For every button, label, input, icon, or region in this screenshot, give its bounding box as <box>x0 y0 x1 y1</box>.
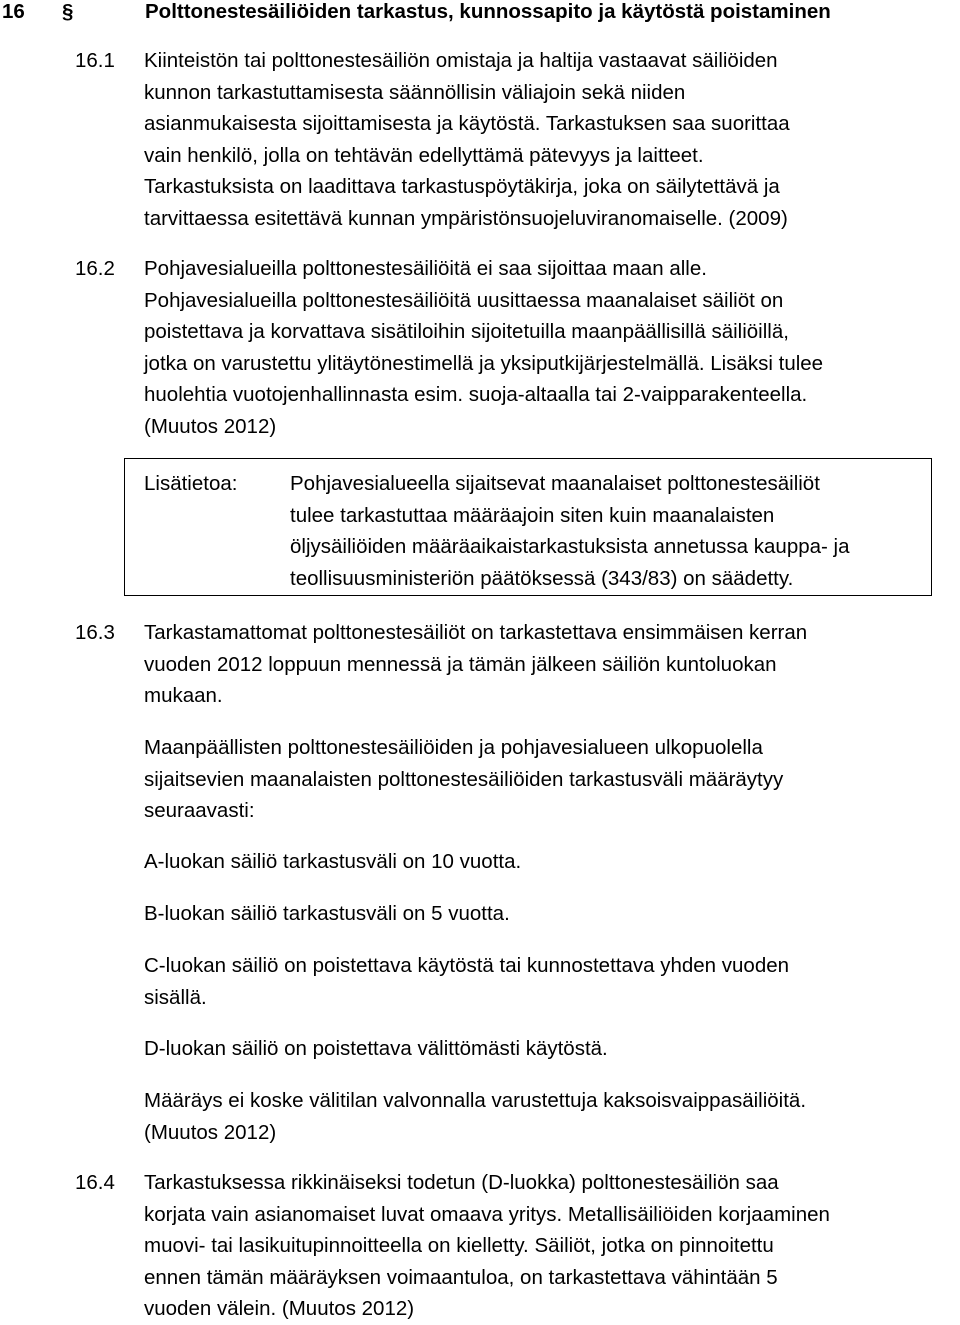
text-line: vuoden välein. (Muutos 2012) <box>144 1297 415 1320</box>
text-line: sisällä. <box>144 985 207 1009</box>
text-line: A-luokan säiliö tarkastusväli on 10 vuotta. <box>144 850 522 873</box>
text-line: sijaitsevien maanalaisten polttonestesäiliöiden tarkastusväli määräytyy <box>144 767 784 791</box>
text-line: B-luokan säiliö tarkastusväli on 5 vuotta. <box>144 902 510 925</box>
text-line: kunnon tarkastuttamisesta säännöllisin väliajoin sekä niiden <box>144 80 686 104</box>
text-line: Maanpäällisten polttonestesäiliöiden ja pohjavesialueen ulkopuolella <box>144 736 763 759</box>
text-line: poistettava ja korvattava sisätiloihin sijoitetuilla maanpäällisillä säiliöillä, <box>144 320 789 343</box>
text-line: Pohjavesialueella sijaitsevat maanalaiset polttonestesäiliöt <box>290 472 820 495</box>
section-number: 16.1 <box>75 49 115 72</box>
text-line: Tarkastamattomat polttonestesäiliöt on tarkastettava ensimmäisen kerran <box>144 621 808 644</box>
section-text <box>144 253 956 442</box>
class-b-paragraph <box>144 898 956 930</box>
text-line: tarvittaessa esitettävä kunnan ympäristönsuojeluviranomaiselle. (2009) <box>144 206 788 230</box>
class-a-paragraph <box>144 846 956 878</box>
text-line: Määräys ei koske välitilan valvonnalla varustettuja kaksoisvaippasäiliöitä. <box>144 1089 807 1112</box>
section-number: 16.2 <box>75 257 115 280</box>
text-line: (Muutos 2012) <box>144 1120 277 1144</box>
text-line: Tarkastuksessa rikkinäiseksi todetun (D-luokka) polttonestesäiliön saa <box>144 1171 779 1194</box>
text-line: öljysäiliöiden määräaikaistarkastuksista annetussa kauppa- ja <box>290 535 850 558</box>
text-line: seuraavasti: <box>144 799 255 822</box>
class-d-paragraph <box>144 1033 956 1065</box>
info-box <box>124 458 932 596</box>
section-symbol: § <box>62 0 74 23</box>
text-line: huolehtia vuotojenhallinnasta esim. suoja-altaalla tai 2-vaipparakenteella. <box>144 383 808 406</box>
text-line: Tarkastuksista on laadittava tarkastuspöytäkirja, joka on säilytettävä ja <box>144 175 780 198</box>
text-line: Kiinteistön tai polttonestesäiliön omistaja ja haltija vastaavat säiliöiden <box>144 49 778 72</box>
info-text <box>290 468 930 594</box>
section-number: 16.4 <box>75 1171 115 1194</box>
text-line: teollisuusministeriön päätöksessä (343/83) on säädetty. <box>290 566 794 590</box>
text-line: Pohjavesialueilla polttonestesäiliöitä uusittaessa maanalaiset säiliöt on <box>144 288 784 312</box>
text-line: Pohjavesialueilla polttonestesäiliöitä ei saa sijoittaa maan alle. <box>144 257 707 280</box>
text-line: muovi- tai lasikuitupinnoitteella on kielletty. Säiliöt, jotka on pinnoitettu <box>144 1234 774 1257</box>
text-line: vuoden 2012 loppuun mennessä ja tämän jälkeen säiliön kuntoluokan <box>144 652 777 676</box>
text-line: korjata vain asianomaiset luvat omaava yritys. Metallisäiliöiden korjaaminen <box>144 1202 830 1226</box>
text-line: jotka on varustettu ylitäytönestimellä ja yksiputkijärjestelmällä. Lisäksi tulee <box>144 351 824 375</box>
class-c-paragraph <box>144 950 956 1013</box>
section-text <box>144 617 956 712</box>
text-line: mukaan. <box>144 684 223 707</box>
section-text <box>144 45 956 234</box>
heading-number: 16 <box>2 0 25 23</box>
text-line: C-luokan säiliö on poistettava käytöstä tai kunnostettava yhden vuoden <box>144 954 790 977</box>
heading-title: Polttonestesäiliöiden tarkastus, kunnossapito ja käytöstä poistaminen <box>145 0 831 23</box>
text-line: (Muutos 2012) <box>144 414 277 438</box>
section-text <box>144 1167 956 1325</box>
text-line: vain henkilö, jolla on tehtävän edellyttämä pätevyys ja laitteet. <box>144 143 704 167</box>
interval-intro-paragraph <box>144 732 956 827</box>
text-line: asianmukaisesta sijoittamisesta ja käytöstä. Tarkastuksen saa suorittaa <box>144 112 790 135</box>
text-line: D-luokan säiliö on poistettava välittömästi käytöstä. <box>144 1037 608 1060</box>
text-line: tulee tarkastuttaa määräajoin siten kuin maanalaisten <box>290 503 775 527</box>
info-label: Lisätietoa: <box>144 472 238 495</box>
text-line: ennen tämän määräyksen voimaantuloa, on tarkastettava vähintään 5 <box>144 1265 778 1289</box>
exemption-paragraph <box>144 1085 956 1148</box>
section-number: 16.3 <box>75 621 115 644</box>
